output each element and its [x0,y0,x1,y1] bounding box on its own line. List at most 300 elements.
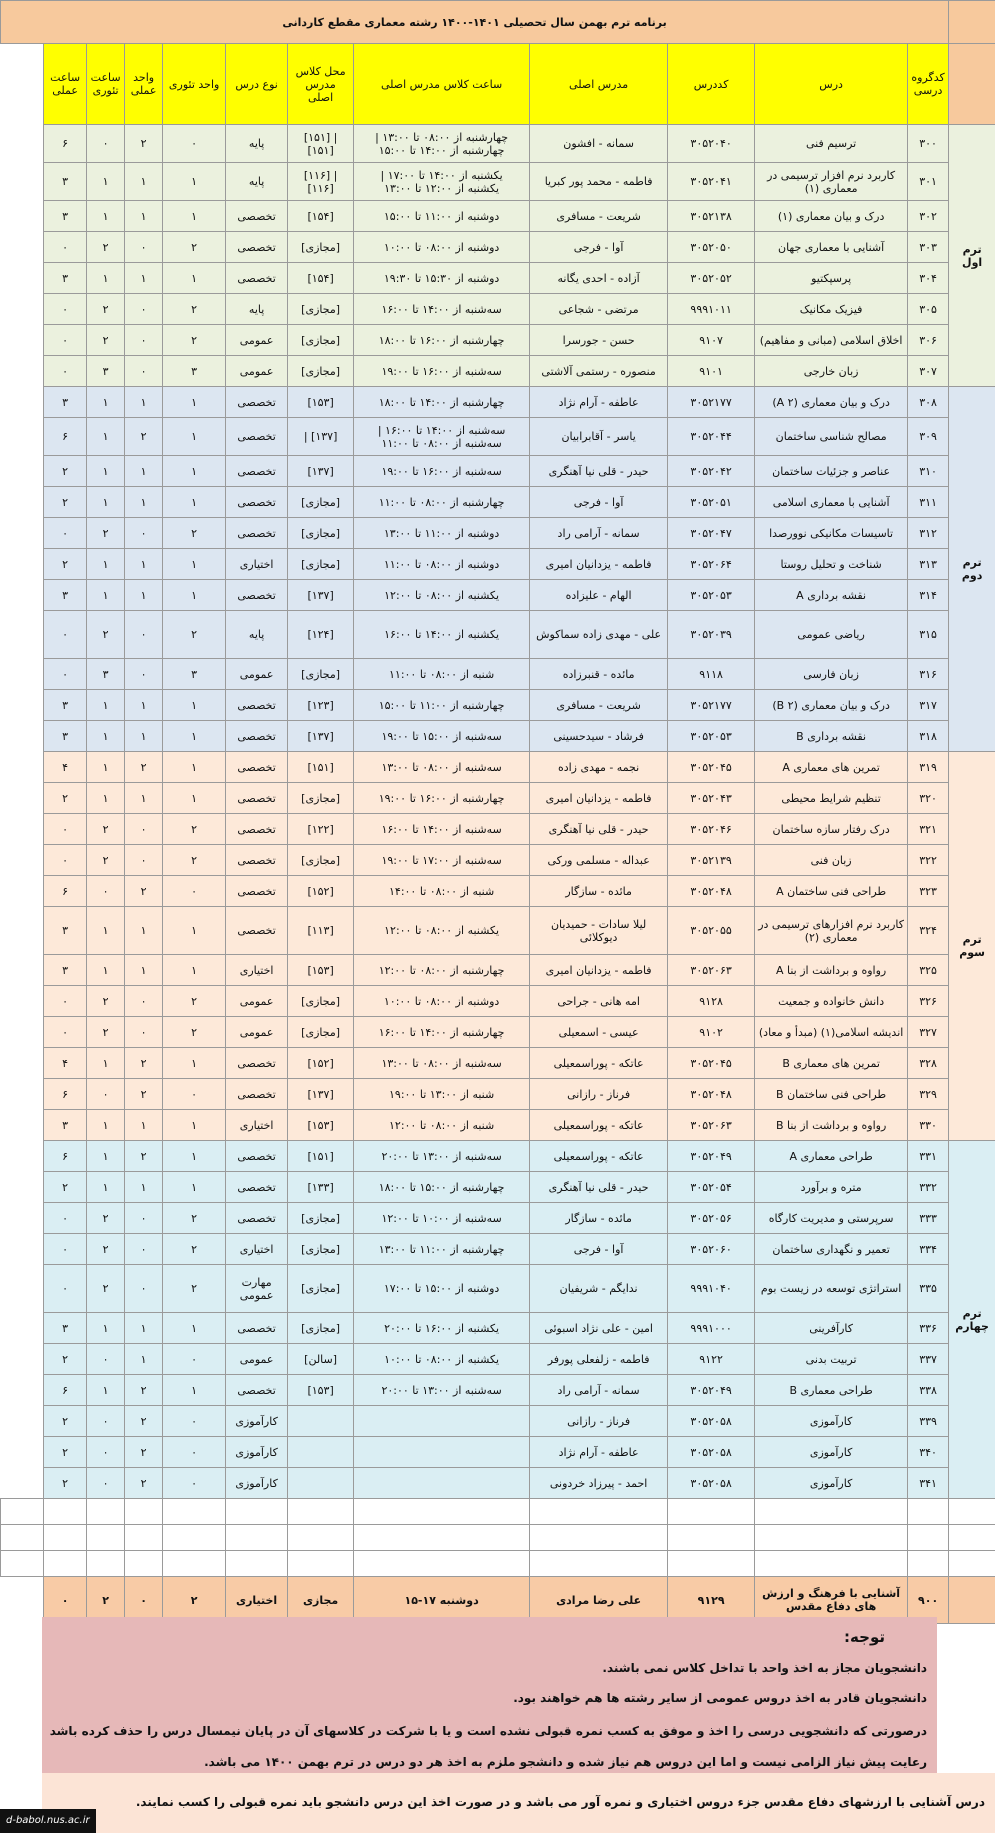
teacher-cell: شریعت - مسافری [530,690,668,721]
time-line: سه‌شنبه از ۱۴:۰۰ تا ۱۶:۰۰ [381,822,502,836]
note-item: دانشجویان قادر به اخذ دروس عمومی از سایر رشته ها هم خواهند بود. [513,1691,927,1705]
hours-theory-cell: ۱ [87,721,125,752]
units-theory-cell: ۱ [163,1375,226,1406]
units-theory-cell: ۱ [163,263,226,294]
hours-practical-cell: ۲ [44,1344,87,1375]
course-code-cell: ۳۰۵۲۰۵۸ [668,1406,755,1437]
hours-theory-cell: ۲ [87,1234,125,1265]
course-cell: زبان خارجی [755,356,908,387]
units-theory-cell: ۲ [163,232,226,263]
group-code-cell: ۳۲۶ [908,986,949,1017]
header-group-code: کدگروه درسی [908,44,949,125]
group-code-cell: ۳۱۲ [908,518,949,549]
course-cell: کارآموزی [755,1437,908,1468]
time-cell [354,1141,530,1172]
hours-theory-cell: ۲ [87,294,125,325]
time-cell [354,163,530,201]
type-cell: تخصصی [226,580,288,611]
hours-practical-cell: ۲ [44,1406,87,1437]
table-row [1,263,995,294]
room-line: [مجازی] [301,994,341,1008]
empty-cell [226,1525,288,1551]
room-cell [288,986,354,1017]
time-cell [354,876,530,907]
hours-practical-cell: ۲ [44,549,87,580]
time-line: دوشنبه از ۱۱:۰۰ تا ۱۳:۰۰ [383,526,500,540]
units-practical-cell: ۰ [125,325,163,356]
units-theory-cell: ۰ [163,1468,226,1499]
teacher-cell: آوا - فرجی [530,1234,668,1265]
hours-practical-cell: ۴ [44,1048,87,1079]
teacher-cell: مرتضی - شجاعی [530,294,668,325]
units-theory-cell: ۱ [163,580,226,611]
group-code-cell: ۳۱۵ [908,611,949,659]
room-line: [۱۳۷] | [303,430,338,443]
course-cell: ریاضی عمومی [755,611,908,659]
room-line: [مجازی] [301,240,341,254]
empty-cell [755,1525,908,1551]
table-row [1,325,995,356]
page-title: برنامه ترم بهمن سال تحصیلی ۱۴۰۱-۱۴۰۰ رشته معماری مقطع کاردانی [1,1,949,44]
units-practical-cell: ۱ [125,456,163,487]
hours-theory-cell: ۲ [87,986,125,1017]
course-cell: کاربرد نرم افزار ترسیمی در معماری (۱) [755,163,908,201]
hours-theory-cell: ۰ [87,1468,125,1499]
teacher-cell: نجمه - مهدی زاده [530,752,668,783]
teacher-cell: سمانه - آرامی راد [530,1375,668,1406]
type-cell: تخصصی [226,721,288,752]
table-row [1,1468,995,1499]
empty-cell [755,1551,908,1577]
course-cell: آشنایی با معماری جهان [755,232,908,263]
teacher-cell: منصوره - رستمی آلاشتی [530,356,668,387]
units-practical-cell: ۲ [125,1048,163,1079]
empty-cell [87,1551,125,1577]
hours-theory-cell: ۰ [87,1406,125,1437]
room-cell [288,1375,354,1406]
group-code-cell: ۳۲۷ [908,1017,949,1048]
time-line: دوشنبه از ۱۵:۳۰ تا ۱۹:۳۰ [383,271,500,285]
empty-cell [125,1499,163,1525]
course-code-cell: ۳۰۵۲۰۶۴ [668,549,755,580]
room-line: [۱۳۷] [307,588,334,602]
time-cell [354,1079,530,1110]
units-theory-cell: ۱ [163,907,226,955]
group-code-cell: ۳۱۸ [908,721,949,752]
time-line: یکشنبه از ۰۸:۰۰ تا ۱۲:۰۰ [384,924,500,937]
room-cell [288,1344,354,1375]
hours-theory-cell: ۲ [87,611,125,659]
empty-cell [163,1525,226,1551]
time-line: شنبه از ۰۸:۰۰ تا ۱۲:۰۰ [389,1118,495,1132]
table-row [1,752,995,783]
hours-practical-cell: ۰ [44,232,87,263]
hours-theory-cell: ۱ [87,907,125,955]
time-cell [354,518,530,549]
room-line: [مجازی] [301,1321,341,1335]
table-row [1,814,995,845]
empty-cell [354,1525,530,1551]
course-cell: طراحی فنی ساختمان B [755,1079,908,1110]
empty-cell [1,1525,44,1551]
units-practical-cell: ۲ [125,418,163,456]
time-line: سه‌شنبه از ۱۵:۰۰ تا ۱۹:۰۰ [381,729,502,743]
time-line: سه‌شنبه از ۱۴:۰۰ تا ۱۶:۰۰ | [377,423,506,437]
time-line: یکشنبه از ۱۴:۰۰ تا ۱۶:۰۰ [384,628,500,641]
units-practical-cell: ۲ [125,876,163,907]
time-line: سه‌شنبه از ۱۴:۰۰ تا ۱۶:۰۰ [381,302,502,316]
time-line: دوشنبه از ۰۸:۰۰ تا ۱۱:۰۰ [383,557,500,571]
units-theory-cell: ۰ [163,125,226,163]
group-code-cell: ۳۰۵ [908,294,949,325]
units-practical-cell: ۰ [125,294,163,325]
room-cell [288,1110,354,1141]
group-code-cell: ۳۰۳ [908,232,949,263]
teacher-cell: امین - علی نژاد اسبوئی [530,1313,668,1344]
header-course: درس [755,44,908,125]
group-code-cell: ۳۳۸ [908,1375,949,1406]
units-theory-cell: ۱ [163,418,226,456]
course-code-cell: ۹۱۲۸ [668,986,755,1017]
room-line: [۱۱۶] [307,181,334,195]
room-cell [288,1265,354,1313]
type-cell: تخصصی [226,1313,288,1344]
room-cell [288,876,354,907]
group-code-cell: ۳۳۱ [908,1141,949,1172]
hours-practical-cell: ۲ [44,1468,87,1499]
hours-practical-cell: ۳ [44,580,87,611]
course-cell: درک و بیان معماری (۲ B) [755,690,908,721]
type-cell: تخصصی [226,456,288,487]
course-cell: استراتژی توسعه در زیست بوم [755,1265,908,1313]
table-row [1,986,995,1017]
course-code-cell: ۳۰۵۲۱۷۷ [668,690,755,721]
empty-cell [125,1551,163,1577]
group-code-cell: ۳۱۰ [908,456,949,487]
course-code-cell: ۳۰۵۲۰۴۴ [668,418,755,456]
teacher-cell: فرشاد - سیدحسینی [530,721,668,752]
table-row [1,1375,995,1406]
room-cell [288,845,354,876]
teacher-cell: مائده - سازگار [530,1203,668,1234]
room-cell [288,1172,354,1203]
units-practical-cell: ۰ [125,1234,163,1265]
units-practical-cell: ۰ [125,232,163,263]
room-line: [۱۳۷] [307,729,334,743]
hours-practical-cell: ۶ [44,876,87,907]
units-theory-cell: ۰ [163,876,226,907]
hours-practical-cell: ۰ [44,611,87,659]
header-side-cell [949,44,995,125]
room-cell: مجازی [288,1577,354,1624]
hours-practical-cell: ۳ [44,201,87,232]
group-code-cell: ۳۳۹ [908,1406,949,1437]
table-row [1,845,995,876]
units-theory-cell: ۲ [163,325,226,356]
time-cell [354,783,530,814]
units-practical-cell: ۰ [125,1265,163,1313]
header-units-theory: واحد تئوری [163,44,226,125]
table-row [1,1172,995,1203]
table-row [1,549,995,580]
hours-theory-cell: ۲ [87,1265,125,1313]
teacher-cell: یاسر - آقابرابیان [530,418,668,456]
units-theory-cell: ۱ [163,1048,226,1079]
course-code-cell: ۹۹۹۱۰۴۰ [668,1265,755,1313]
hours-theory-cell: ۰ [87,1079,125,1110]
hours-theory-cell: ۰ [87,876,125,907]
room-line: | [۱۵۱] [303,130,338,144]
room-cell [288,263,354,294]
room-line: [۱۳۷] [307,1087,334,1101]
time-line: چهارشنبه از ۱۴:۰۰ تا ۱۵:۰۰ [378,143,505,157]
hours-theory-cell: ۱ [87,387,125,418]
table-row [1,721,995,752]
hours-practical-cell: ۰ [44,814,87,845]
hours-theory-cell: ۲ [87,814,125,845]
type-cell: عمومی [226,325,288,356]
teacher-cell: فرناز - رازانی [530,1406,668,1437]
room-line: [۱۵۲] [307,884,334,898]
units-practical-cell: ۱ [125,690,163,721]
time-line: چهارشنبه از ۱۱:۰۰ تا ۱۵:۰۰ [378,698,505,712]
course-code-cell: ۳۰۵۲۱۷۷ [668,387,755,418]
group-code-cell: ۳۴۱ [908,1468,949,1499]
type-cell: پایه [226,163,288,201]
hours-practical-cell: ۰ [44,1017,87,1048]
hours-practical-cell: ۰ [44,1265,87,1313]
empty-cell [226,1551,288,1577]
units-theory-cell: ۰ [163,1406,226,1437]
note-item: رعایت پیش نیاز الزامی نیست و اما این دروس هم نیاز شده و دانشجو ملزم به اخذ هر دو درس در ترم بهمن ۱۴۰۰ می باشد. [204,1755,927,1769]
units-theory-cell: ۳ [163,659,226,690]
group-code-cell: ۳۱۶ [908,659,949,690]
room-line: [۱۵۳] [307,963,334,977]
course-cell: تعمیر و نگهداری ساختمان [755,1234,908,1265]
teacher-cell: احمد - پیرزاد خردونی [530,1468,668,1499]
hours-theory-cell: ۱ [87,418,125,456]
type-cell: تخصصی [226,752,288,783]
teacher-cell: عاتکه - پوراسمعیلی [530,1110,668,1141]
table-row [1,1141,995,1172]
teacher-cell: عاتکه - پوراسمعیلی [530,1141,668,1172]
time-line: سه‌شنبه از ۱۳:۰۰ تا ۲۰:۰۰ [381,1383,502,1397]
time-line: سه‌شنبه از ۱۰:۰۰ تا ۱۲:۰۰ [381,1211,502,1225]
time-cell [354,1265,530,1313]
room-line: [۱۵۱] [307,143,334,157]
group-code-cell: ۳۴۰ [908,1437,949,1468]
type-cell: تخصصی [226,783,288,814]
hours-practical-cell: ۲ [44,456,87,487]
room-cell [288,201,354,232]
units-practical-cell: ۱ [125,201,163,232]
hours-practical-cell: ۰ [44,1203,87,1234]
room-cell [288,294,354,325]
room-line: [۱۵۳] [307,1383,334,1397]
course-cell: نقشه برداری A [755,580,908,611]
type-cell: تخصصی [226,876,288,907]
table-row [1,518,995,549]
room-cell [288,752,354,783]
time-cell [354,263,530,294]
course-cell: درک و بیان معماری (۲ A) [755,387,908,418]
time-cell [354,201,530,232]
course-code-cell: ۹۱۰۷ [668,325,755,356]
empty-cell [44,1525,87,1551]
hours-practical-cell: ۴ [44,752,87,783]
teacher-cell: آوا - فرجی [530,487,668,518]
type-cell: تخصصی [226,690,288,721]
course-cell: ترسیم فنی [755,125,908,163]
course-cell: کارآموزی [755,1406,908,1437]
room-line: [مجازی] [301,302,341,316]
room-line: [۱۵۳] [307,395,334,409]
type-cell: اختیاری [226,1110,288,1141]
room-line: [۱۵۳] [307,1118,334,1132]
course-code-cell: ۳۰۵۲۰۴۵ [668,1048,755,1079]
course-code-cell: ۹۹۹۱۰۰۰ [668,1313,755,1344]
teacher-cell: فاطمه - یزدانیان امیری [530,955,668,986]
room-cell [288,1079,354,1110]
course-cell: طراحی فنی ساختمان A [755,876,908,907]
teacher-cell: الهام - علیزاده [530,580,668,611]
time-cell [354,1017,530,1048]
time-line: سه‌شنبه از ۰۸:۰۰ تا ۱۱:۰۰ [381,436,502,450]
table-row [1,1110,995,1141]
watermark: d-babol.nus.ac.ir [0,1809,96,1833]
time-line: سه‌شنبه از ۰۸:۰۰ تا ۱۳:۰۰ [381,760,502,774]
room-cell [288,1234,354,1265]
course-cell: تمرین های معماری B [755,1048,908,1079]
units-theory-cell: ۲ [163,1017,226,1048]
teacher-cell: آزاده - احدی یگانه [530,263,668,294]
header-course-code: کددرس [668,44,755,125]
group-code-cell: ۳۰۲ [908,201,949,232]
units-practical-cell: ۰ [125,986,163,1017]
type-cell: مهارت عمومی [226,1265,288,1313]
time-line: چهارشنبه از ۱۶:۰۰ تا ۱۹:۰۰ [378,791,505,805]
group-code-cell: ۳۱۳ [908,549,949,580]
course-cell: پرسپکتیو [755,263,908,294]
course-cell: سرپرستی و مدیریت کارگاه [755,1203,908,1234]
course-code-cell: ۹۹۹۱۰۱۱ [668,294,755,325]
room-cell [288,1437,354,1468]
time-cell [354,1234,530,1265]
course-code-cell: ۳۰۵۲۰۵۰ [668,232,755,263]
empty-cell [530,1551,668,1577]
hours-theory-cell: ۱ [87,456,125,487]
empty-cell [1,1499,44,1525]
units-theory-cell: ۱ [163,1313,226,1344]
hours-theory-cell: ۱ [87,549,125,580]
units-theory-cell: ۱ [163,487,226,518]
course-code-cell: ۳۰۵۲۰۵۳ [668,580,755,611]
empty-cell [87,1525,125,1551]
hours-theory-cell: ۱ [87,487,125,518]
empty-cell [908,1551,949,1577]
course-cell: درک و بیان معماری (۱) [755,201,908,232]
time-line: دوشنبه از ۱۱:۰۰ تا ۱۵:۰۰ [383,209,500,223]
units-theory-cell: ۱ [163,387,226,418]
spacer-row [1,1525,995,1551]
group-code-cell: ۳۲۱ [908,814,949,845]
course-code-cell: ۹۱۲۲ [668,1344,755,1375]
room-cell [288,1048,354,1079]
teacher-cell: عاطفه - آرام نژاد [530,387,668,418]
time-cell [354,690,530,721]
units-practical-cell: ۰ [125,1577,163,1624]
units-practical-cell: ۱ [125,387,163,418]
table-row [1,1017,995,1048]
type-cell: عمومی [226,356,288,387]
table-row [1,690,995,721]
time-line: سه‌شنبه از ۱۶:۰۰ تا ۱۹:۰۰ [381,364,502,378]
hours-practical-cell: ۳ [44,721,87,752]
hours-practical-cell: ۰ [44,356,87,387]
course-code-cell: ۳۰۵۲۰۴۵ [668,752,755,783]
units-practical-cell: ۱ [125,1172,163,1203]
teacher-cell: عاطفه - آرام نژاد [530,1437,668,1468]
hours-practical-cell: ۶ [44,418,87,456]
course-code-cell: ۹۱۲۹ [668,1577,755,1624]
course-code-cell: ۳۰۵۲۰۴۰ [668,125,755,163]
type-cell: کارآموزی [226,1468,288,1499]
room-cell [288,955,354,986]
defense-note-box [42,1773,995,1833]
course-cell: آشنایی با معماری اسلامی [755,487,908,518]
time-cell [354,294,530,325]
time-cell [354,125,530,163]
table-row [1,659,995,690]
table-row [1,201,995,232]
type-cell: تخصصی [226,814,288,845]
hours-theory-cell: ۱ [87,1375,125,1406]
type-cell: اختیاری [226,549,288,580]
empty-cell [668,1499,755,1525]
time-line: سه‌شنبه از ۰۸:۰۰ تا ۱۳:۰۰ [381,1056,502,1070]
table-row [1,232,995,263]
time-line: دوشنبه از ۰۸:۰۰ تا ۱۰:۰۰ [383,240,500,254]
units-practical-cell: ۰ [125,356,163,387]
empty-cell [949,1551,995,1577]
type-cell: تخصصی [226,487,288,518]
hours-practical-cell: ۶ [44,1079,87,1110]
type-cell: تخصصی [226,1048,288,1079]
group-code-cell: ۳۱۴ [908,580,949,611]
table-row [1,1344,995,1375]
teacher-cell: فرناز - رازانی [530,1079,668,1110]
room-cell [288,721,354,752]
units-theory-cell: ۳ [163,356,226,387]
teacher-cell: مائده - سازگار [530,876,668,907]
time-line: دوشنبه از ۱۵:۰۰ تا ۱۷:۰۰ [383,1282,500,1295]
hours-practical-cell: ۳ [44,907,87,955]
teacher-cell: علی رضا مرادی [530,1577,668,1624]
hours-practical-cell: ۶ [44,125,87,163]
type-cell: اختیاری [226,1577,288,1624]
course-cell: دانش خانواده و جمعیت [755,986,908,1017]
type-cell: تخصصی [226,907,288,955]
table-row [1,783,995,814]
table-row [1,1437,995,1468]
hours-theory-cell: ۲ [87,1017,125,1048]
teacher-cell: حسن - جورسرا [530,325,668,356]
hours-practical-cell: ۰ [44,294,87,325]
units-practical-cell: ۰ [125,845,163,876]
course-code-cell: ۳۰۵۲۰۵۳ [668,721,755,752]
group-code-cell: ۳۰۴ [908,263,949,294]
units-practical-cell: ۱ [125,580,163,611]
